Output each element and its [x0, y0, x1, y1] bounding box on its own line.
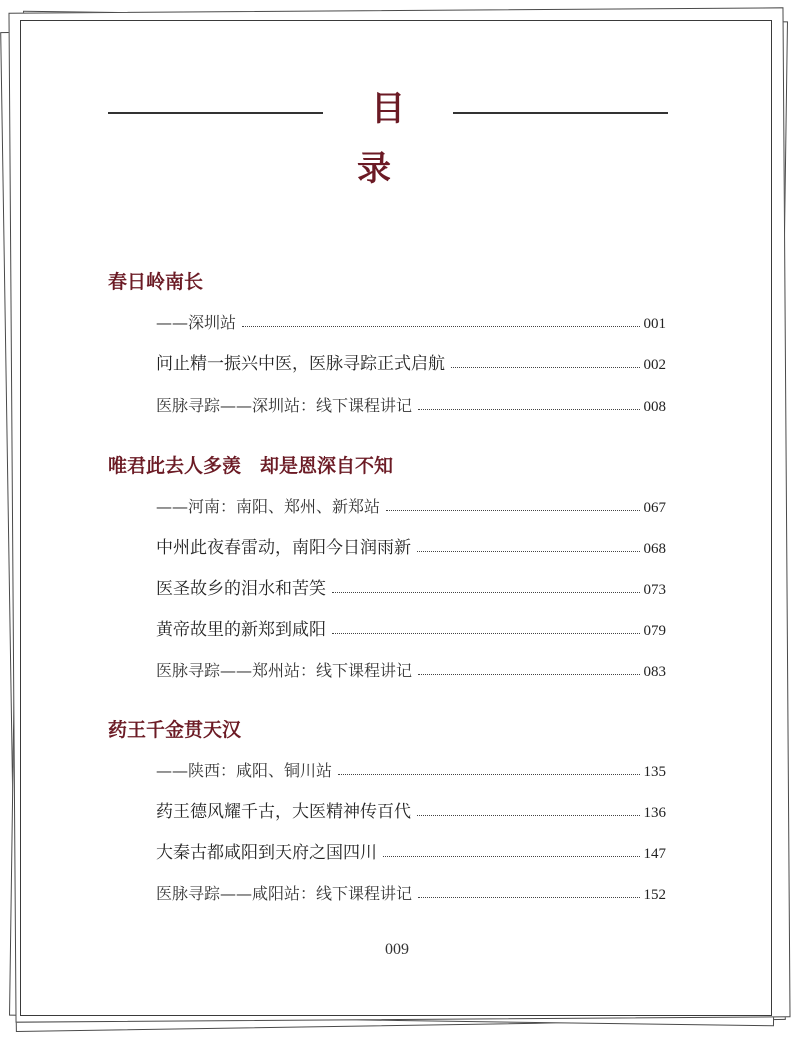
entry-title: 医脉寻踪——深圳站：线下课程讲记 [156, 396, 413, 415]
section-title: 春日岭南长 [108, 271, 204, 293]
toc-entry[interactable] [156, 491, 666, 517]
toc-entry[interactable] [156, 348, 666, 374]
entry-title: 医脉寻踪——咸阳站：线下课程讲记 [156, 884, 413, 903]
entry-title: 医脉寻踪——郑州站：线下课程讲记 [156, 661, 413, 680]
entry-page-number: 135 [643, 764, 666, 780]
entry-page-number: 136 [643, 805, 666, 821]
toc-entry[interactable] [156, 307, 666, 333]
entry-title: 医圣故乡的泪水和苦笑 [156, 579, 326, 599]
toc-entry[interactable] [156, 755, 666, 781]
entry-page-number: 008 [643, 399, 666, 415]
entry-title: ——河南：南阳、郑州、新郑站 [156, 497, 381, 516]
title-rule-right [453, 112, 668, 114]
entry-title: 黄帝故里的新郑到咸阳 [156, 620, 326, 640]
entry-page-number: 152 [643, 887, 666, 903]
dot-leader [332, 633, 640, 634]
section-title: 药王千金贯天汉 [108, 719, 242, 741]
dot-leader [417, 815, 640, 816]
toc-entry[interactable] [156, 390, 666, 416]
dot-leader [332, 592, 640, 593]
entry-page-number: 067 [643, 500, 666, 516]
entry-page-number: 083 [643, 664, 666, 680]
dot-leader [418, 897, 639, 898]
toc-entry[interactable] [156, 796, 666, 822]
toc-entry[interactable] [156, 573, 666, 599]
title-rule-left [108, 112, 323, 114]
entry-title: 问止精一振兴中医，医脉寻踪正式启航 [156, 354, 445, 374]
page-title: 目 录 [357, 89, 495, 189]
entry-title: 药王德风耀千古，大医精神传百代 [156, 802, 411, 822]
entry-title: ——陕西：咸阳、铜川站 [156, 761, 333, 780]
entry-title: 中州此夜春雷动，南阳今日润雨新 [156, 538, 411, 558]
entry-page-number: 001 [643, 316, 666, 332]
dot-leader [383, 856, 640, 857]
dot-leader [386, 510, 639, 511]
toc-entry[interactable] [156, 655, 666, 681]
toc-entry[interactable] [156, 837, 666, 863]
toc-entry[interactable] [156, 532, 666, 558]
entry-page-number: 068 [643, 541, 666, 557]
section-title: 唯君此去人多羡 却是恩深自不知 [108, 455, 394, 477]
entry-title: ——深圳站 [156, 313, 237, 332]
entry-page-number: 147 [643, 846, 666, 862]
toc-entry[interactable] [156, 614, 666, 640]
dot-leader [242, 326, 639, 327]
entry-page-number: 073 [643, 582, 666, 598]
entry-page-number: 079 [643, 623, 666, 639]
dot-leader [418, 409, 639, 410]
dot-leader [418, 674, 639, 675]
dot-leader [451, 367, 640, 368]
dot-leader [417, 551, 640, 552]
toc-page [20, 20, 772, 1016]
entry-page-number: 002 [643, 357, 666, 373]
dot-leader [338, 774, 639, 775]
toc-header [108, 79, 668, 189]
footer-page-number: 009 [385, 941, 409, 958]
toc-entry[interactable] [156, 878, 666, 904]
entry-title: 大秦古都咸阳到天府之国四川 [156, 843, 377, 863]
